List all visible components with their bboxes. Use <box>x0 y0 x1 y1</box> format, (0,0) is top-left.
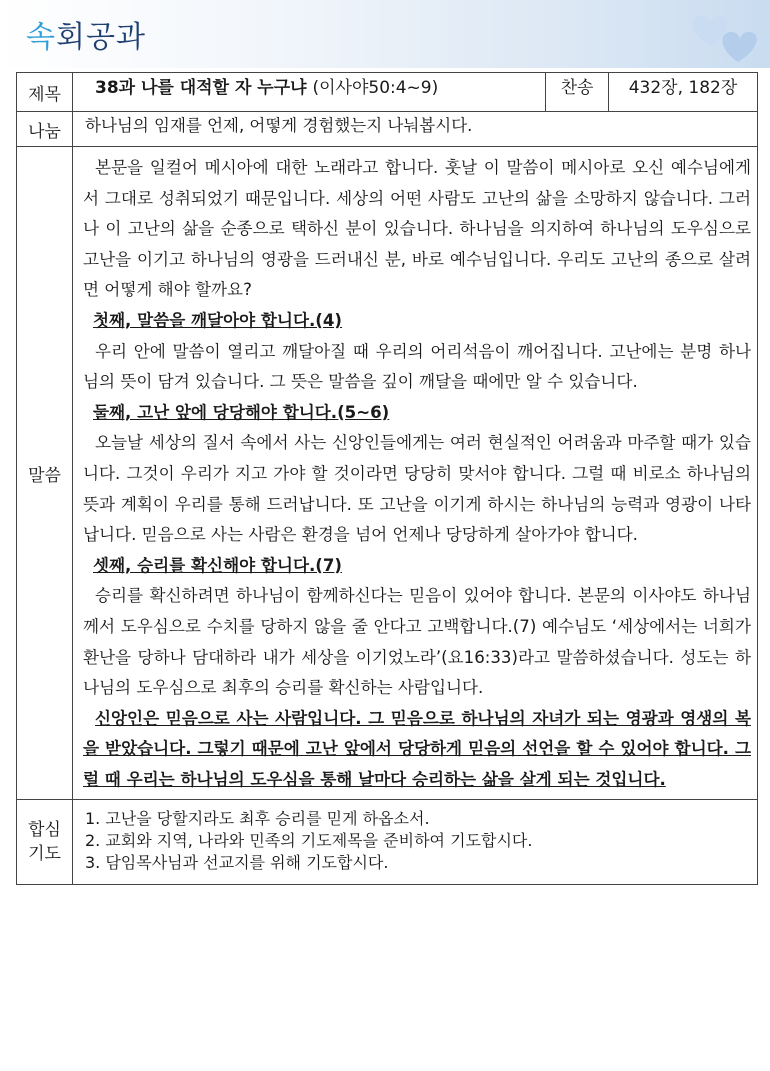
scripture-reference: (이사야50:4~9) <box>312 78 439 98</box>
prayer-row <box>17 800 758 885</box>
point1-paragraph: 우리 안에 말씀이 열리고 깨달아질 때 우리의 어리석음이 깨어집니다. 고난에는 분명 하나님의 뜻이 담겨 있습니다. 그 뜻은 말씀을 깊이 깨달을 때에만 알 수 있습니다. <box>83 341 751 392</box>
title-label: 제목 <box>17 73 73 112</box>
heart-icon <box>650 6 760 68</box>
header-banner <box>0 0 770 68</box>
word-label: 말씀 <box>17 147 73 800</box>
lesson-title: 38과 나를 대적할 자 누구냐 <box>95 78 307 98</box>
banner-title-first: 속 <box>26 20 56 55</box>
point2-paragraph: 오늘날 세상의 질서 속에서 사는 신앙인들에게는 여러 현실적인 어려움과 마주할 때가 있습니다. 그것이 우리가 지고 가야 할 것이라면 당당히 맞서야 합니다. 그럴 때 비로소 하나님의 뜻과 계획이 우리를 통해 드러납니다. 또 고난을 이기게 하시는 하나님의 능력과 영광이 나타납니다. 믿음으로 사는 사람은 환경을 넘어 언제나 당당하게 살아가야 합니다. <box>83 433 751 545</box>
lesson-title-cell <box>73 73 546 112</box>
prayer-item: 2. 교회와 지역, 나라와 민족의 기도제목을 준비하여 기도합시다. <box>85 831 533 851</box>
word-body <box>73 147 758 800</box>
banner-title-rest: 회공과 <box>55 20 146 55</box>
prayer-item: 1. 고난을 당할지라도 최후 승리를 믿게 하옵소서. <box>85 809 430 829</box>
summary-paragraph: 신앙인은 믿음으로 사는 사람입니다. 그 믿음으로 하나님의 자녀가 되는 영광과 영생의 복을 받았습니다. 그렇기 때문에 고난 앞에서 당당하게 믿음의 선언을 할 수 있어야 합니다. 그럴 때 우리는 하나님의 도우심을 통해 날마다 승리하는 삶을 살게 되는 것입니다. <box>83 708 751 789</box>
word-row <box>17 147 758 800</box>
prayer-label-line2: 기도 <box>28 844 61 865</box>
prayer-list <box>73 800 758 885</box>
prayer-label-line1: 합심 <box>28 820 61 841</box>
point2-heading: 둘째, 고난 앞에 당당해야 합니다.(5~6) <box>93 402 390 422</box>
share-label: 나눔 <box>17 112 73 147</box>
point3-paragraph: 승리를 확신하려면 하나님이 함께하신다는 믿음이 있어야 합니다. 본문의 이사야도 하나님께서 도우심으로 수치를 당하지 않을 줄 안다고 고백합니다.(7) 예수님도 ‘세상에서는 너희가 환난을 당하나 담대하라 내가 세상을 이기었노라’(요16:33)라고 말씀하셨습니다. 성도는 하나님의 도우심으로 최후의 승리를 확신하는 사람입니다. <box>83 586 751 698</box>
share-row <box>17 112 758 147</box>
share-text: 하나님의 임재를 언제, 어떻게 경험했는지 나눠봅시다. <box>73 112 758 147</box>
title-row <box>17 73 758 112</box>
banner-title <box>26 12 146 56</box>
hymn-numbers: 432장, 182장 <box>609 73 758 112</box>
intro-paragraph: 본문을 일컬어 메시아에 대한 노래라고 합니다. 훗날 이 말씀이 메시아로 오신 예수님에게서 그대로 성취되었기 때문입니다. 세상의 어떤 사람도 고난의 삶을 소망하지 않습니다. 그러나 이 고난의 삶을 순종으로 택하신 분이 있습니다. 하나님을 의지하여 하나님의 도우심으로 고난을 이기고 하나님의 영광을 드러내신 분, 바로 예수님입니다. 우리도 고난의 종으로 살려면 어떻게 해야 할까요? <box>83 158 751 300</box>
point3-heading: 셋째, 승리를 확신해야 합니다.(7) <box>93 555 343 575</box>
prayer-item: 3. 담임목사님과 선교지를 위해 기도합시다. <box>85 853 389 873</box>
lesson-table <box>16 72 758 885</box>
hymn-label: 찬송 <box>546 73 609 112</box>
prayer-label <box>17 800 73 885</box>
point1-heading: 첫째, 말씀을 깨달아야 합니다.(4) <box>93 310 343 330</box>
